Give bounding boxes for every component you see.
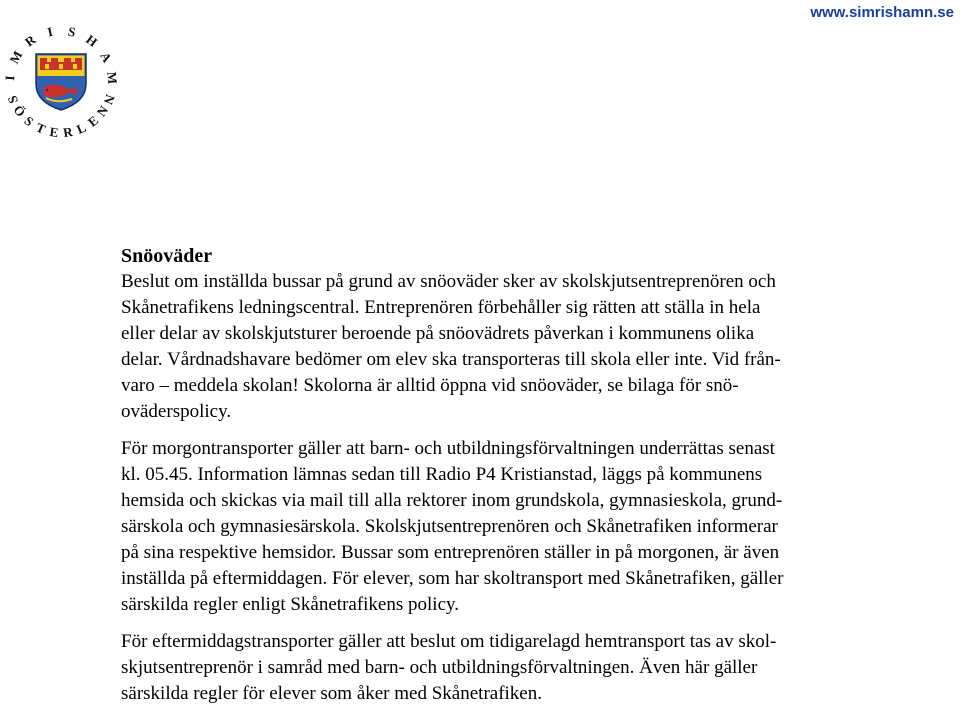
paragraph-line: hemsida och skickas via mail till alla rektorer inom grundskola, gymnasieskola, grund- bbox=[121, 490, 783, 511]
paragraph-line: För morgontransporter gäller att barn- och utbildningsförvaltningen underrättas senast bbox=[121, 438, 775, 459]
paragraph-3 bbox=[121, 629, 911, 707]
logo-letter: E bbox=[48, 123, 60, 141]
paragraph-line: särskilda regler enligt Skånetrafikens policy. bbox=[121, 594, 460, 615]
paragraph-line: inställda på eftermiddagen. För elever, som har skoltransport med Skånetrafiken, gäller bbox=[121, 568, 784, 589]
paragraph-1 bbox=[121, 269, 911, 425]
logo-letter: E bbox=[84, 112, 102, 130]
paragraph-line: särskola och gymnasiesärskola. Skolskjutsentreprenören och Skånetrafiken informerar bbox=[121, 516, 778, 537]
paragraph-line: särskilda regler för elever som åker med Skånetrafiken. bbox=[121, 683, 542, 704]
paragraph-line: Skånetrafikens ledningscentral. Entreprenören förbehåller sig rätten att ställa in hela bbox=[121, 297, 761, 318]
coat-of-arms-shield bbox=[36, 54, 86, 110]
logo-letter: S bbox=[4, 93, 21, 106]
paragraph-line: kl. 05.45. Information lämnas sedan till Radio P4 Kristianstad, läggs på kommunens bbox=[121, 464, 763, 485]
logo-letter: L bbox=[74, 119, 89, 137]
logo-letter: S bbox=[66, 23, 78, 40]
paragraph-line: varo – meddela skolan! Skolorna är alltid öppna vid snöoväder, se bilaga för snö- bbox=[121, 375, 739, 396]
paragraph-line: delar. Vårdnadshavare bedömer om elev ska transporteras till skola eller inte. Vid från- bbox=[121, 349, 781, 370]
document-heading: Snöoväder bbox=[121, 245, 213, 267]
logo-letter: R bbox=[62, 123, 74, 141]
logo-letter: M bbox=[104, 71, 121, 85]
logo-letter: Ö bbox=[10, 102, 29, 120]
logo-letter: H bbox=[83, 31, 101, 50]
logo-letter: A bbox=[97, 49, 115, 65]
logo-letter: S bbox=[21, 113, 37, 130]
logo-letter: N bbox=[93, 102, 112, 120]
logo-letter: I bbox=[2, 74, 18, 82]
paragraph-line: eller delar av skolskjutsturer beroende på snöovädrets påverkan i kommunens olika bbox=[121, 323, 755, 344]
paragraph-2 bbox=[121, 436, 911, 618]
paragraph-line: Beslut om inställda bussar på grund av snöoväder sker av skolskjutsentreprenören och bbox=[121, 271, 776, 292]
logo-letter: M bbox=[6, 48, 26, 67]
site-url-link[interactable]: www.simrishamn.se bbox=[810, 4, 954, 21]
paragraph-line: på sina respektive hemsidor. Bussar som entreprenören ställer in på morgonen, är även bbox=[121, 542, 780, 563]
logo-letter: T bbox=[33, 119, 48, 137]
document-body bbox=[121, 269, 911, 707]
paragraph-line: För eftermiddagstransporter gäller att beslut om tidigarelagd hemtransport tas av skol- bbox=[121, 631, 777, 652]
paragraph-line: oväderspolicy. bbox=[121, 401, 232, 422]
paragraph-line: skjutsentreprenör i samråd med barn- och utbildningsförvaltningen. Även här gäller bbox=[121, 657, 758, 678]
simrishamn-osterlen-logo bbox=[0, 18, 122, 148]
logo-letter: I bbox=[46, 23, 55, 40]
logo-letter: R bbox=[21, 31, 39, 50]
logo-letter: N bbox=[100, 92, 119, 107]
